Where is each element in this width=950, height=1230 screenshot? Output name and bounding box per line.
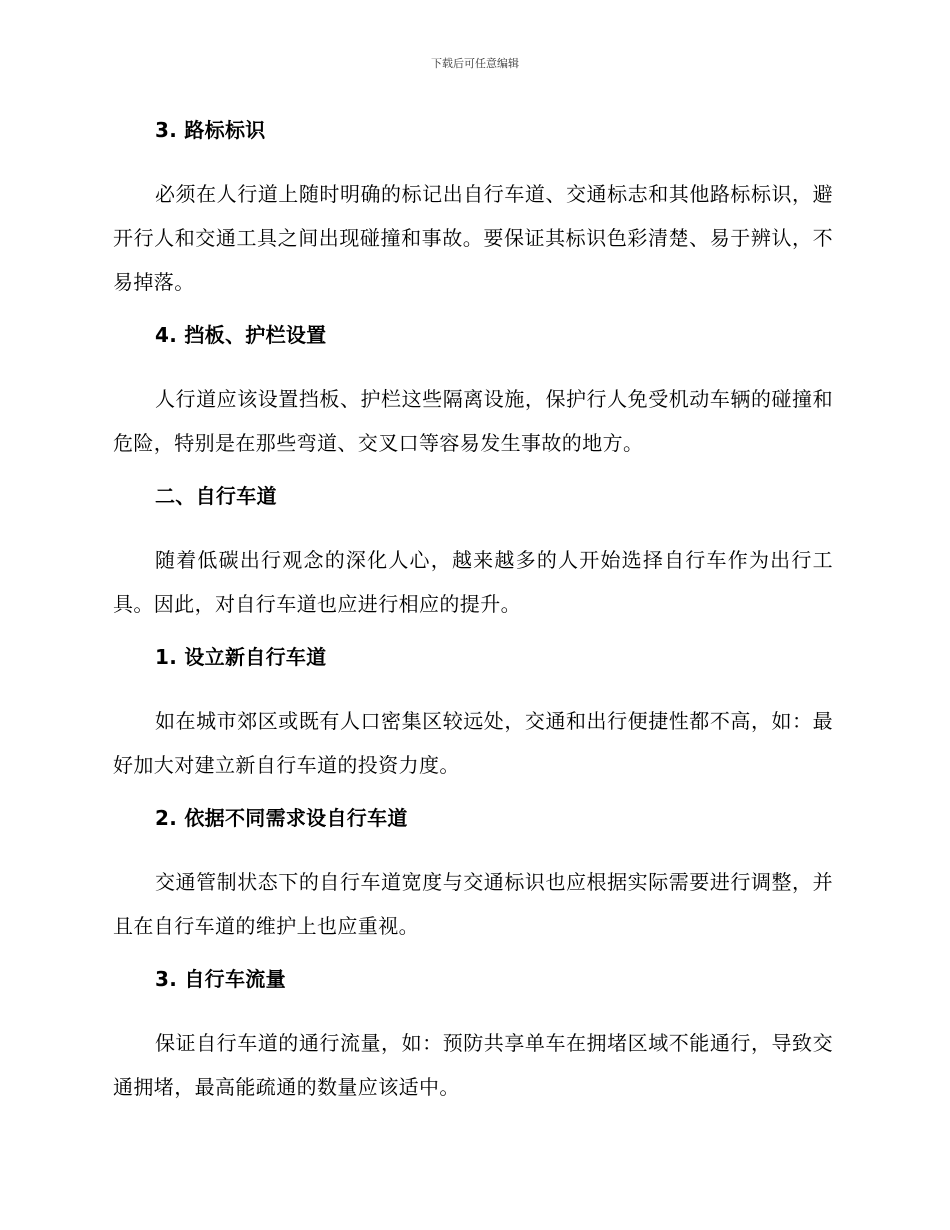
document-body: [113, 114, 833, 1124]
section-heading-bike-flow: 3. 自行车流量: [155, 967, 286, 991]
paragraph-needs-based-lanes: 交通管制状态下的自行车道宽度与交通标识也应根据实际需要进行调整，并且在自行车道的维护上也应重视。: [113, 870, 833, 938]
section-heading-new-bike-lanes: 1. 设立新自行车道: [155, 645, 327, 669]
paragraph-new-bike-lanes: 如在城市郊区或既有人口密集区较远处，交通和出行便捷性都不高，如：最好加大对建立新自行车道的投资力度。: [113, 709, 833, 777]
paragraph-bike-lanes: 随着低碳出行观念的深化人心，越来越多的人开始选择自行车作为出行工具。因此，对自行车道也应进行相应的提升。: [113, 548, 833, 616]
paragraph-road-signs: 必须在人行道上随时明确的标记出自行车道、交通标志和其他路标标识，避开行人和交通工具之间出现碰撞和事故。要保证其标识色彩清楚、易于辨认，不易掉落。: [113, 182, 833, 294]
section-heading-needs-based-lanes: 2. 依据不同需求设自行车道: [155, 806, 408, 830]
section-heading-bike-lanes: 二、自行车道: [155, 484, 277, 508]
section-heading-barriers: 4. 挡板、护栏设置: [155, 323, 327, 347]
paragraph-bike-flow: 保证自行车道的通行流量，如：预防共享单车在拥堵区域不能通行，导致交通拥堵，最高能疏通的数量应该适中。: [113, 1031, 833, 1099]
paragraph-barriers: 人行道应该设置挡板、护栏这些隔离设施，保护行人免受机动车辆的碰撞和危险，特别是在那些弯道、交叉口等容易发生事故的地方。: [113, 387, 833, 455]
header-note: 下载后可任意编辑: [431, 57, 519, 70]
section-heading-road-signs: 3. 路标标识: [155, 118, 266, 142]
